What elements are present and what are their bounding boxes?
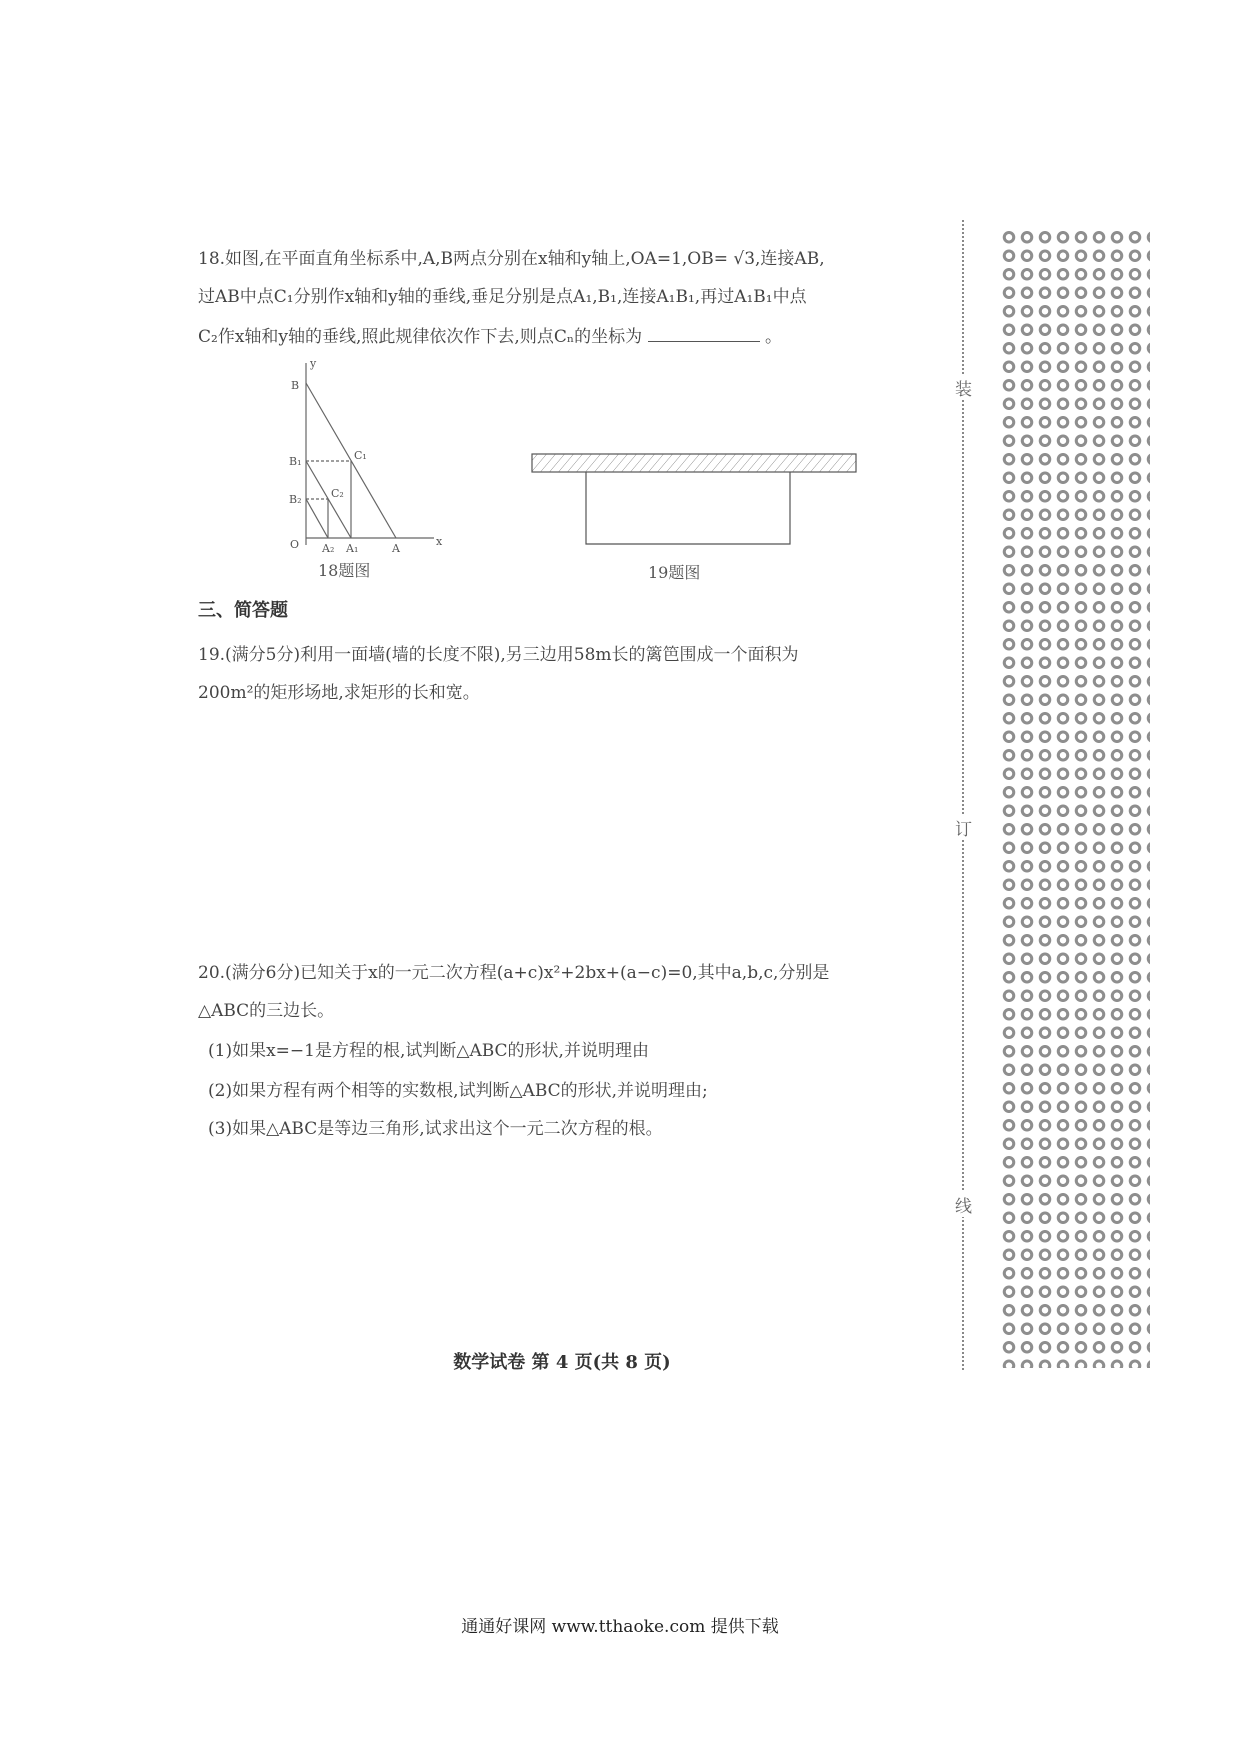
q18-line2: 过AB中点C₁分别作x轴和y轴的垂线,垂足分别是点A₁,B₁,连接A₁B₁,再过A₁B₁中点 [198,287,807,307]
q18-line1: 18.如图,在平面直角坐标系中,A,B两点分别在x轴和y轴上,OA=1,OB= √3,连接AB, [198,249,825,269]
answer-blank[interactable] [648,327,760,342]
label-y: y [310,357,317,370]
label-b2: B₂ [289,493,302,506]
label-a1: A₁ [346,542,359,555]
q20-line2: △ABC的三边长。 [198,1001,335,1021]
figure-18 [286,355,446,555]
label-a2: A₂ [322,542,335,555]
side-label-zhuang: 装 [955,375,972,400]
fence-rectangle [586,472,790,544]
decorative-border-pattern [1000,228,1150,1368]
q18-line3-end: 。 [765,327,782,347]
label-b: B [291,379,300,392]
label-c1: C₁ [354,449,367,462]
side-label-ding: 订 [955,815,972,840]
label-x: x [436,535,443,548]
label-o: O [290,538,300,551]
section-title: 三、简答题 [198,600,288,621]
q18-line3-text: C₂作x轴和y轴的垂线,照此规律依次作下去,则点Cₙ的坐标为 [198,327,643,347]
q20-line1: 20.(满分6分)已知关于x的一元二次方程(a+c)x²+2bx+(a−c)=0,其中a,b,c,分别是 [198,963,830,983]
figure-18-caption: 18题图 [318,561,371,580]
label-a: A [392,542,400,555]
q18-line3 [198,322,782,347]
q20-part3: (3)如果△ABC是等边三角形,试求出这个一元二次方程的根。 [208,1119,663,1139]
q20-part2: (2)如果方程有两个相等的实数根,试判断△ABC的形状,并说明理由; [208,1081,708,1101]
q19-line2: 200m²的矩形场地,求矩形的长和宽。 [198,683,480,703]
segment-a2b2 [306,499,328,538]
q19-line1: 19.(满分5分)利用一面墙(墙的长度不限),另三边用58m长的篱笆围成一个面积为 [198,645,799,665]
label-b1: B₁ [289,455,302,468]
side-label-xian: 线 [955,1192,972,1217]
q20-part1: (1)如果x=−1是方程的根,试判断△ABC的形状,并说明理由 [208,1041,649,1061]
figure-19-caption: 19题图 [648,563,701,582]
page-footer: 数学试卷 第 4 页(共 8 页) [453,1352,671,1373]
source-credit[interactable]: 通通好课网 www.tthaoke.com 提供下载 [461,1617,779,1637]
figure-19 [530,452,860,554]
wall [532,454,856,472]
label-c2: C₂ [331,487,344,500]
